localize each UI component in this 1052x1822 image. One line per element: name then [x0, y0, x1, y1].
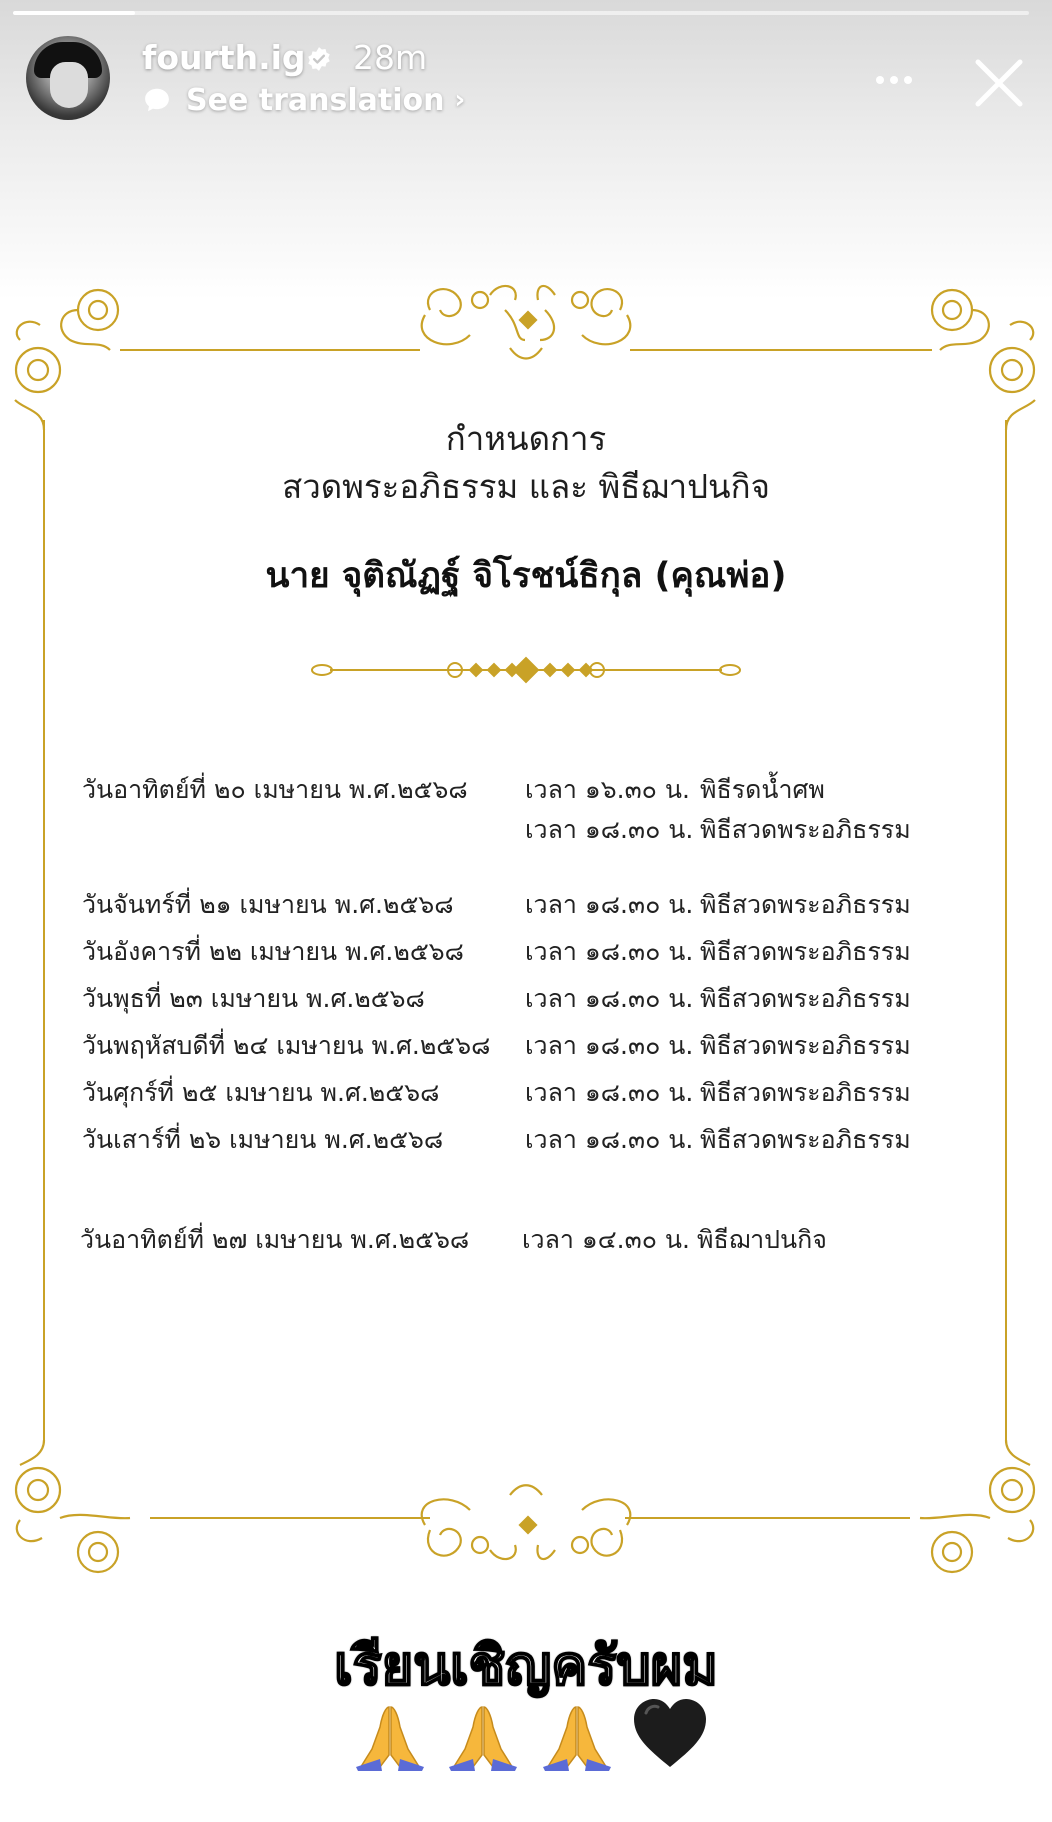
folded-hands-icon [537, 1693, 617, 1773]
divider-ornament [312, 658, 740, 682]
schedule-time: เวลา ๑๘.๓๐ น. [525, 1125, 694, 1154]
story-caption: เรียนเชิญครับผม [334, 1634, 718, 1697]
schedule-date: วันพฤหัสบดีที่ ๒๔ เมษายน พ.ศ.๒๕๖๘ [82, 1031, 491, 1060]
see-translation-button[interactable] [142, 82, 465, 118]
corner-flourish-bottom-right [920, 1440, 1034, 1572]
schedule-event: พิธีสวดพระอภิธรรม [700, 1125, 911, 1154]
corner-flourish-bottom-left [16, 1440, 130, 1572]
top-flourish [422, 286, 631, 359]
schedule-event: พิธีสวดพระอภิธรรม [700, 984, 911, 1013]
schedule-time: เวลา ๑๘.๓๐ น. [525, 890, 694, 919]
post-time: 28m [353, 38, 428, 77]
see-translation-label: See translation [186, 82, 445, 118]
verified-badge-icon [306, 46, 332, 72]
close-icon[interactable] [970, 54, 1028, 112]
schedule-date: วันศุกร์ที่ ๒๕ เมษายน พ.ศ.๒๕๖๘ [82, 1078, 440, 1107]
schedule-event: พิธีฌาปนกิจ [697, 1225, 827, 1254]
schedule-time: เวลา ๑๔.๓๐ น. [522, 1225, 690, 1254]
schedule-event: พิธีสวดพระอภิธรรม [700, 1031, 911, 1060]
corner-flourish-top-left [15, 290, 118, 430]
chevron-right-icon: › [454, 85, 466, 115]
schedule-time: เวลา ๑๘.๓๐ น. [525, 1031, 694, 1060]
schedule-time: เวลา ๑๘.๓๐ น. [525, 815, 694, 844]
schedule-date: วันอังคารที่ ๒๒ เมษายน พ.ศ.๒๕๖๘ [82, 937, 464, 966]
schedule-date: วันอาทิตย์ที่ ๒๐ เมษายน พ.ศ.๒๕๖๘ [82, 775, 468, 804]
folded-hands-icon [350, 1693, 430, 1773]
schedule-date: วันพุธที่ ๒๓ เมษายน พ.ศ.๒๕๖๘ [82, 984, 425, 1013]
schedule-time: เวลา ๑๘.๓๐ น. [525, 937, 694, 966]
schedule-date: วันอาทิตย์ที่ ๒๗ เมษายน พ.ศ.๒๕๖๘ [80, 1225, 470, 1254]
corner-flourish-top-right [932, 290, 1035, 430]
bottom-flourish [422, 1485, 631, 1559]
card-title-line2: สวดพระอภิธรรม และ พิธีฌาปนกิจ [282, 467, 770, 506]
emoji-row [350, 1690, 710, 1776]
schedule-event: พิธีสวดพระอภิธรรม [700, 815, 911, 844]
folded-hands-icon [443, 1693, 523, 1773]
avatar[interactable] [26, 36, 110, 120]
more-options-icon[interactable] [872, 60, 916, 100]
black-heart-icon [630, 1693, 710, 1773]
schedule-event: พิธีสวดพระอภิธรรม [700, 890, 911, 919]
translation-bubble-icon [142, 85, 172, 115]
schedule-event: พิธีสวดพระอภิธรรม [700, 937, 911, 966]
story-progress-bar [13, 11, 1029, 15]
schedule-date: วันเสาร์ที่ ๒๖ เมษายน พ.ศ.๒๕๖๘ [82, 1125, 444, 1154]
deceased-name: นาย จุติณัฏฐ์ จิโรชน์ธิกุล (คุณพ่อ) [265, 556, 787, 596]
card-title-line1: กำหนดการ [445, 419, 607, 458]
schedule-event: พิธีสวดพระอภิธรรม [700, 1078, 911, 1107]
schedule-time: เวลา ๑๖.๓๐ น. [525, 775, 690, 804]
schedule-time: เวลา ๑๘.๓๐ น. [525, 1078, 694, 1107]
schedule-time: เวลา ๑๘.๓๐ น. [525, 984, 694, 1013]
schedule-date: วันจันทร์ที่ ๒๑ เมษายน พ.ศ.๒๕๖๘ [82, 890, 454, 919]
story-progress-fill [13, 11, 135, 15]
schedule-event: พิธีรดน้ำศพ [700, 775, 825, 804]
username[interactable]: fourth.ig [142, 38, 306, 77]
